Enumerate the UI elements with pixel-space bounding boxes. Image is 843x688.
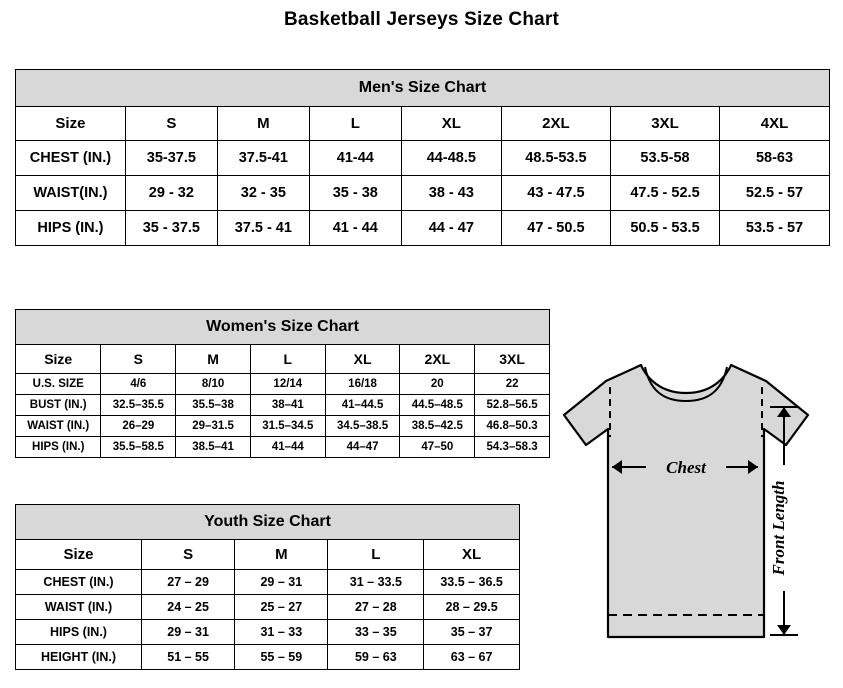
- table-row: [16, 437, 550, 458]
- cell: 29 – 31: [142, 620, 235, 645]
- cell: 25 – 27: [235, 595, 328, 620]
- youth-size-chart-table: [15, 504, 520, 670]
- row-label: WAIST (IN.): [16, 595, 142, 620]
- cell: 54.3–58.3: [475, 437, 550, 458]
- cell: 53.5-58: [610, 141, 719, 176]
- row-label: WAIST(IN.): [16, 176, 126, 211]
- mens-header-xl: XL: [401, 107, 501, 141]
- cell: 43 - 47.5: [501, 176, 610, 211]
- table-row: [16, 570, 520, 595]
- cell: 35 - 38: [309, 176, 401, 211]
- cell: 26–29: [101, 416, 176, 437]
- cell: 37.5 - 41: [217, 211, 309, 246]
- cell: 12/14: [250, 374, 325, 395]
- mens-header-s: S: [125, 107, 217, 141]
- cell: 38 - 43: [401, 176, 501, 211]
- youth-header-row: [16, 540, 520, 570]
- cell: 32.5–35.5: [101, 395, 176, 416]
- cell: 34.5–38.5: [325, 416, 400, 437]
- cell: 47 - 50.5: [501, 211, 610, 246]
- cell: 44–47: [325, 437, 400, 458]
- cell: 41-44: [309, 141, 401, 176]
- youth-chart-caption-row: [16, 505, 520, 540]
- cell: 47–50: [400, 437, 475, 458]
- row-label: U.S. SIZE: [16, 374, 101, 395]
- cell: 31 – 33.5: [328, 570, 424, 595]
- youth-header-xl: XL: [424, 540, 520, 570]
- cell: 41 - 44: [309, 211, 401, 246]
- womens-header-2xl: 2XL: [400, 345, 475, 374]
- womens-header-l: L: [250, 345, 325, 374]
- row-label: HIPS (IN.): [16, 620, 142, 645]
- cell: 35.5–58.5: [101, 437, 176, 458]
- mens-header-2xl: 2XL: [501, 107, 610, 141]
- womens-header-m: M: [176, 345, 251, 374]
- cell: 41–44: [250, 437, 325, 458]
- cell: 48.5-53.5: [501, 141, 610, 176]
- mens-header-row: [16, 107, 830, 141]
- cell: 35 – 37: [424, 620, 520, 645]
- table-row: [16, 645, 520, 670]
- cell: 63 – 67: [424, 645, 520, 670]
- youth-header-m: M: [235, 540, 328, 570]
- cell: 44-48.5: [401, 141, 501, 176]
- mens-header-3xl: 3XL: [610, 107, 719, 141]
- cell: 28 – 29.5: [424, 595, 520, 620]
- table-row: [16, 395, 550, 416]
- cell: 46.8–50.3: [475, 416, 550, 437]
- mens-size-chart-section: [15, 69, 830, 246]
- cell: 44.5–48.5: [400, 395, 475, 416]
- page-title: Basketball Jerseys Size Chart: [283, 9, 560, 30]
- front-length-label: Front Length: [769, 480, 788, 576]
- youth-header-s: S: [142, 540, 235, 570]
- cell: 58-63: [720, 141, 830, 176]
- cell: 38.5–41: [176, 437, 251, 458]
- cell: 35 - 37.5: [125, 211, 217, 246]
- youth-header-size: Size: [16, 540, 142, 570]
- table-row: [16, 211, 830, 246]
- cell: 31 – 33: [235, 620, 328, 645]
- cell: 20: [400, 374, 475, 395]
- cell: 52.5 - 57: [720, 176, 830, 211]
- cell: 22: [475, 374, 550, 395]
- cell: 32 - 35: [217, 176, 309, 211]
- womens-header-size: Size: [16, 345, 101, 374]
- womens-size-chart-section: [15, 309, 550, 458]
- cell: 47.5 - 52.5: [610, 176, 719, 211]
- mens-chart-caption-row: [16, 70, 830, 107]
- cell: 35.5–38: [176, 395, 251, 416]
- mens-header-size: Size: [16, 107, 126, 141]
- mens-header-l: L: [309, 107, 401, 141]
- womens-header-s: S: [101, 345, 176, 374]
- row-label: HEIGHT (IN.): [16, 645, 142, 670]
- cell: 50.5 - 53.5: [610, 211, 719, 246]
- cell: 51 – 55: [142, 645, 235, 670]
- table-row: [16, 595, 520, 620]
- table-row: [16, 141, 830, 176]
- cell: 27 – 28: [328, 595, 424, 620]
- cell: 52.8–56.5: [475, 395, 550, 416]
- cell: 29 – 31: [235, 570, 328, 595]
- mens-size-chart-table: [15, 69, 830, 246]
- jersey-measurement-diagram: [546, 347, 836, 677]
- cell: 27 – 29: [142, 570, 235, 595]
- womens-chart-caption: Women's Size Chart: [16, 310, 550, 345]
- cell: 59 – 63: [328, 645, 424, 670]
- cell: 29 - 32: [125, 176, 217, 211]
- mens-chart-caption: Men's Size Chart: [16, 70, 830, 107]
- cell: 16/18: [325, 374, 400, 395]
- womens-chart-caption-row: [16, 310, 550, 345]
- cell: 33.5 – 36.5: [424, 570, 520, 595]
- mens-header-m: M: [217, 107, 309, 141]
- cell: 33 – 35: [328, 620, 424, 645]
- womens-size-chart-table: [15, 309, 550, 458]
- cell: 41–44.5: [325, 395, 400, 416]
- cell: 38.5–42.5: [400, 416, 475, 437]
- row-label: HIPS (IN.): [16, 211, 126, 246]
- row-label: BUST (IN.): [16, 395, 101, 416]
- table-row: [16, 416, 550, 437]
- cell: 4/6: [101, 374, 176, 395]
- cell: 53.5 - 57: [720, 211, 830, 246]
- row-label: CHEST (IN.): [16, 570, 142, 595]
- cell: 24 – 25: [142, 595, 235, 620]
- table-row: [16, 620, 520, 645]
- table-row: [16, 374, 550, 395]
- row-label: CHEST (IN.): [16, 141, 126, 176]
- chest-label: Chest: [666, 458, 706, 477]
- youth-chart-caption: Youth Size Chart: [16, 505, 520, 540]
- row-label: HIPS (IN.): [16, 437, 101, 458]
- cell: 38–41: [250, 395, 325, 416]
- womens-header-row: [16, 345, 550, 374]
- cell: 37.5-41: [217, 141, 309, 176]
- womens-header-xl: XL: [325, 345, 400, 374]
- cell: 35-37.5: [125, 141, 217, 176]
- mens-header-4xl: 4XL: [720, 107, 830, 141]
- table-row: [16, 176, 830, 211]
- womens-header-3xl: 3XL: [475, 345, 550, 374]
- youth-header-l: L: [328, 540, 424, 570]
- cell: 8/10: [176, 374, 251, 395]
- cell: 31.5–34.5: [250, 416, 325, 437]
- cell: 44 - 47: [401, 211, 501, 246]
- youth-size-chart-section: [15, 504, 520, 670]
- row-label: WAIST (IN.): [16, 416, 101, 437]
- cell: 55 – 59: [235, 645, 328, 670]
- cell: 29–31.5: [176, 416, 251, 437]
